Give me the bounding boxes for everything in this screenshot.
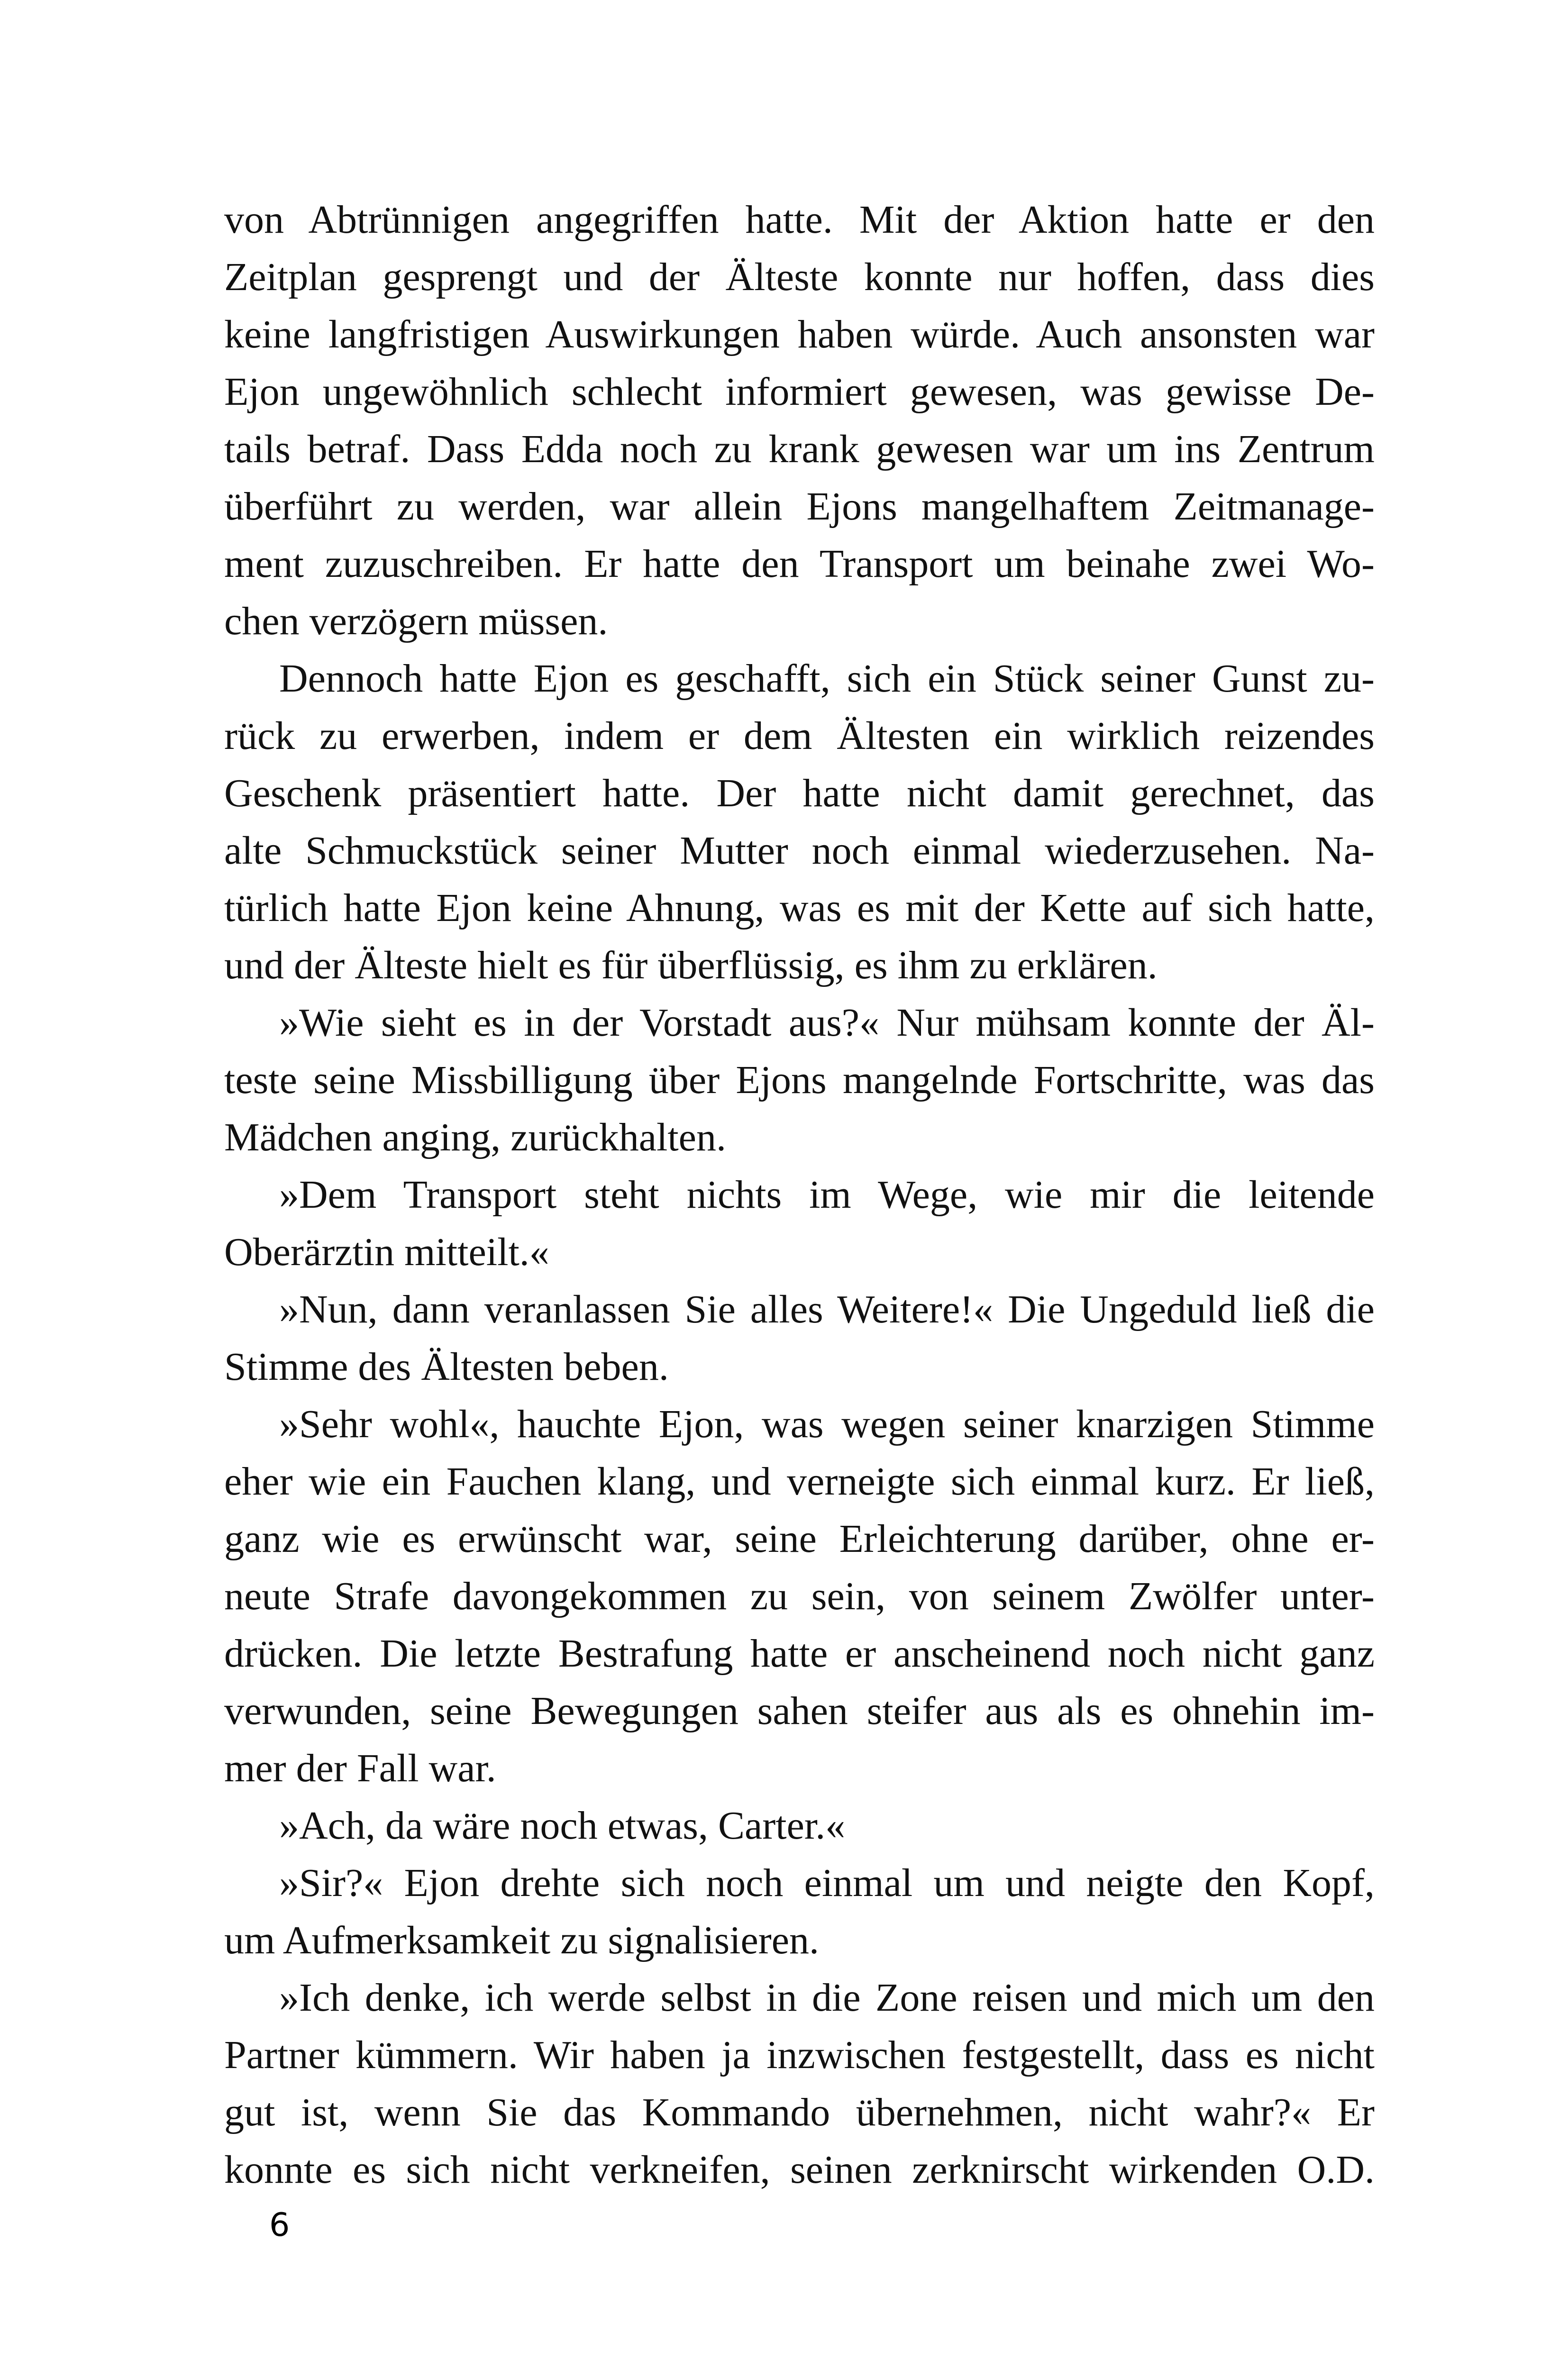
text-line: »Ach, da wäre noch etwas, Carter.« xyxy=(279,1804,846,1848)
text-line: tails betraf. Dass Edda noch zu krank gewesen war um ins Zentrum xyxy=(224,427,1375,471)
text-line: »Sir?« Ejon drehte sich noch einmal um und neigte den Kopf, xyxy=(279,1861,1375,1905)
text-line: um Aufmerksamkeit zu signalisieren. xyxy=(224,1918,820,1962)
text-line: neute Strafe davongekommen zu sein, von seinem Zwölfer unter- xyxy=(224,1574,1375,1618)
text-line: ganz wie es erwünscht war, seine Erleichterung darüber, ohne er- xyxy=(224,1517,1375,1561)
text-line: konnte es sich nicht verkneifen, seinen zerknirscht wirkenden O.D. xyxy=(224,2148,1375,2192)
text-line: türlich hatte Ejon keine Ahnung, was es mit der Kette auf sich hatte, xyxy=(224,886,1375,930)
text-line: teste seine Missbilligung über Ejons mangelnde Fortschritte, was das xyxy=(224,1058,1375,1102)
text-line: Stimme des Ältesten beben. xyxy=(224,1345,669,1389)
text-line: »Nun, dann veranlassen Sie alles Weitere!« Die Ungeduld ließ die xyxy=(279,1287,1375,1331)
text-line: verwunden, seine Bewegungen sahen steifer aus als es ohnehin im- xyxy=(224,1689,1375,1733)
text-line: Zeitplan gesprengt und der Älteste konnte nur hoffen, dass dies xyxy=(224,255,1375,299)
text-line: und der Älteste hielt es für überflüssig, es ihm zu erklären. xyxy=(224,943,1158,987)
text-line: »Ich denke, ich werde selbst in die Zone reisen und mich um den xyxy=(279,1976,1375,2020)
page-body-text xyxy=(224,191,1375,2198)
text-line: alte Schmuckstück seiner Mutter noch einmal wiederzusehen. Na- xyxy=(224,829,1375,873)
text-line: »Wie sieht es in der Vorstadt aus?« Nur mühsam konnte der Äl- xyxy=(279,1001,1375,1045)
text-line: »Dem Transport steht nichts im Wege, wie mir die leitende xyxy=(279,1173,1375,1217)
text-line: Mädchen anging, zurückhalten. xyxy=(224,1115,726,1159)
text-line: Geschenk präsentiert hatte. Der hatte nicht damit gerechnet, das xyxy=(224,771,1375,815)
text-line: Ejon ungewöhnlich schlecht informiert gewesen, was gewisse De- xyxy=(224,370,1375,414)
text-line: von Abtrünnigen angegriffen hatte. Mit der Aktion hatte er den xyxy=(224,198,1375,242)
text-line: drücken. Die letzte Bestrafung hatte er anscheinend noch nicht ganz xyxy=(224,1632,1375,1676)
text-line: keine langfristigen Auswirkungen haben würde. Auch ansonsten war xyxy=(224,312,1375,356)
text-line: gut ist, wenn Sie das Kommando übernehmen, nicht wahr?« Er xyxy=(224,2090,1375,2134)
text-line: überführt zu werden, war allein Ejons mangelhaftem Zeitmanage- xyxy=(224,484,1375,529)
page-number: 6 xyxy=(269,2206,290,2244)
text-line: Dennoch hatte Ejon es geschafft, sich ein Stück seiner Gunst zu- xyxy=(279,656,1375,701)
text-line: mer der Fall war. xyxy=(224,1746,496,1790)
text-line: »Sehr wohl«, hauchte Ejon, was wegen seiner knarzigen Stimme xyxy=(279,1402,1375,1446)
text-line: eher wie ein Fauchen klang, und verneigte sich einmal kurz. Er ließ, xyxy=(224,1459,1375,1504)
text-line: Partner kümmern. Wir haben ja inzwischen festgestellt, dass es nicht xyxy=(224,2033,1375,2077)
text-line: ment zuzuschreiben. Er hatte den Transport um beinahe zwei Wo- xyxy=(224,542,1375,586)
text-line: chen verzögern müssen. xyxy=(224,599,608,643)
text-line: Oberärztin mitteilt.« xyxy=(224,1230,549,1274)
text-line: rück zu erwerben, indem er dem Ältesten ein wirklich reizendes xyxy=(224,714,1375,758)
